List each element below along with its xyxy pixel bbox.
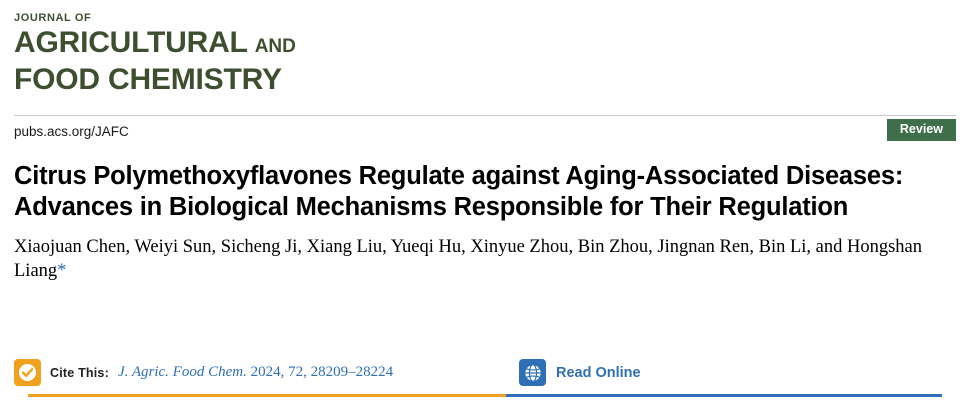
masthead-title-line2: FOOD CHEMISTRY: [14, 63, 282, 96]
masthead-agricultural: AGRICULTURAL: [14, 26, 248, 59]
cite-and-read-bar: [14, 359, 956, 399]
cite-journal-abbrev: J. Agric. Food Chem.: [117, 364, 247, 380]
masthead-and: AND: [254, 36, 296, 57]
page-title: Citrus Polymethoxyflavones Regulate against Aging-Associated Diseases: Advances in Biological Mechanisms Responsible for Their Regulation: [14, 162, 904, 221]
cite-this-group[interactable]: [14, 359, 393, 386]
cite-reference[interactable]: [118, 364, 393, 381]
bottom-rule-orange: [28, 394, 506, 397]
meta-row: [14, 123, 956, 153]
masthead-divider: [14, 115, 956, 116]
bottom-accent-rules: [28, 394, 942, 399]
author-list: [14, 235, 944, 283]
status-badge-article-type: Review: [887, 119, 956, 141]
globe-icon: [519, 359, 546, 386]
journal-masthead: [14, 0, 956, 95]
masthead-title-line1: [14, 27, 956, 62]
read-online-link[interactable]: Read Online: [556, 364, 641, 381]
corresponding-author-mark: *: [57, 261, 67, 281]
bottom-rule-blue: [506, 394, 942, 397]
read-online-group[interactable]: [519, 359, 641, 386]
journal-url-link[interactable]: pubs.acs.org/JAFC: [14, 124, 129, 139]
check-circle-icon: [14, 359, 41, 386]
author-names: Xiaojuan Chen, Weiyi Sun, Sicheng Ji, Xiang Liu, Yueqi Hu, Xinyue Zhou, Bin Zhou, Jingnan Ren, Bin Li, and Hongshan Liang: [14, 237, 923, 281]
cite-this-label: Cite This:: [50, 365, 109, 380]
cite-volume-pages: 2024, 72, 28209‒28224: [246, 364, 394, 380]
masthead-journal-of: JOURNAL OF: [14, 12, 92, 24]
